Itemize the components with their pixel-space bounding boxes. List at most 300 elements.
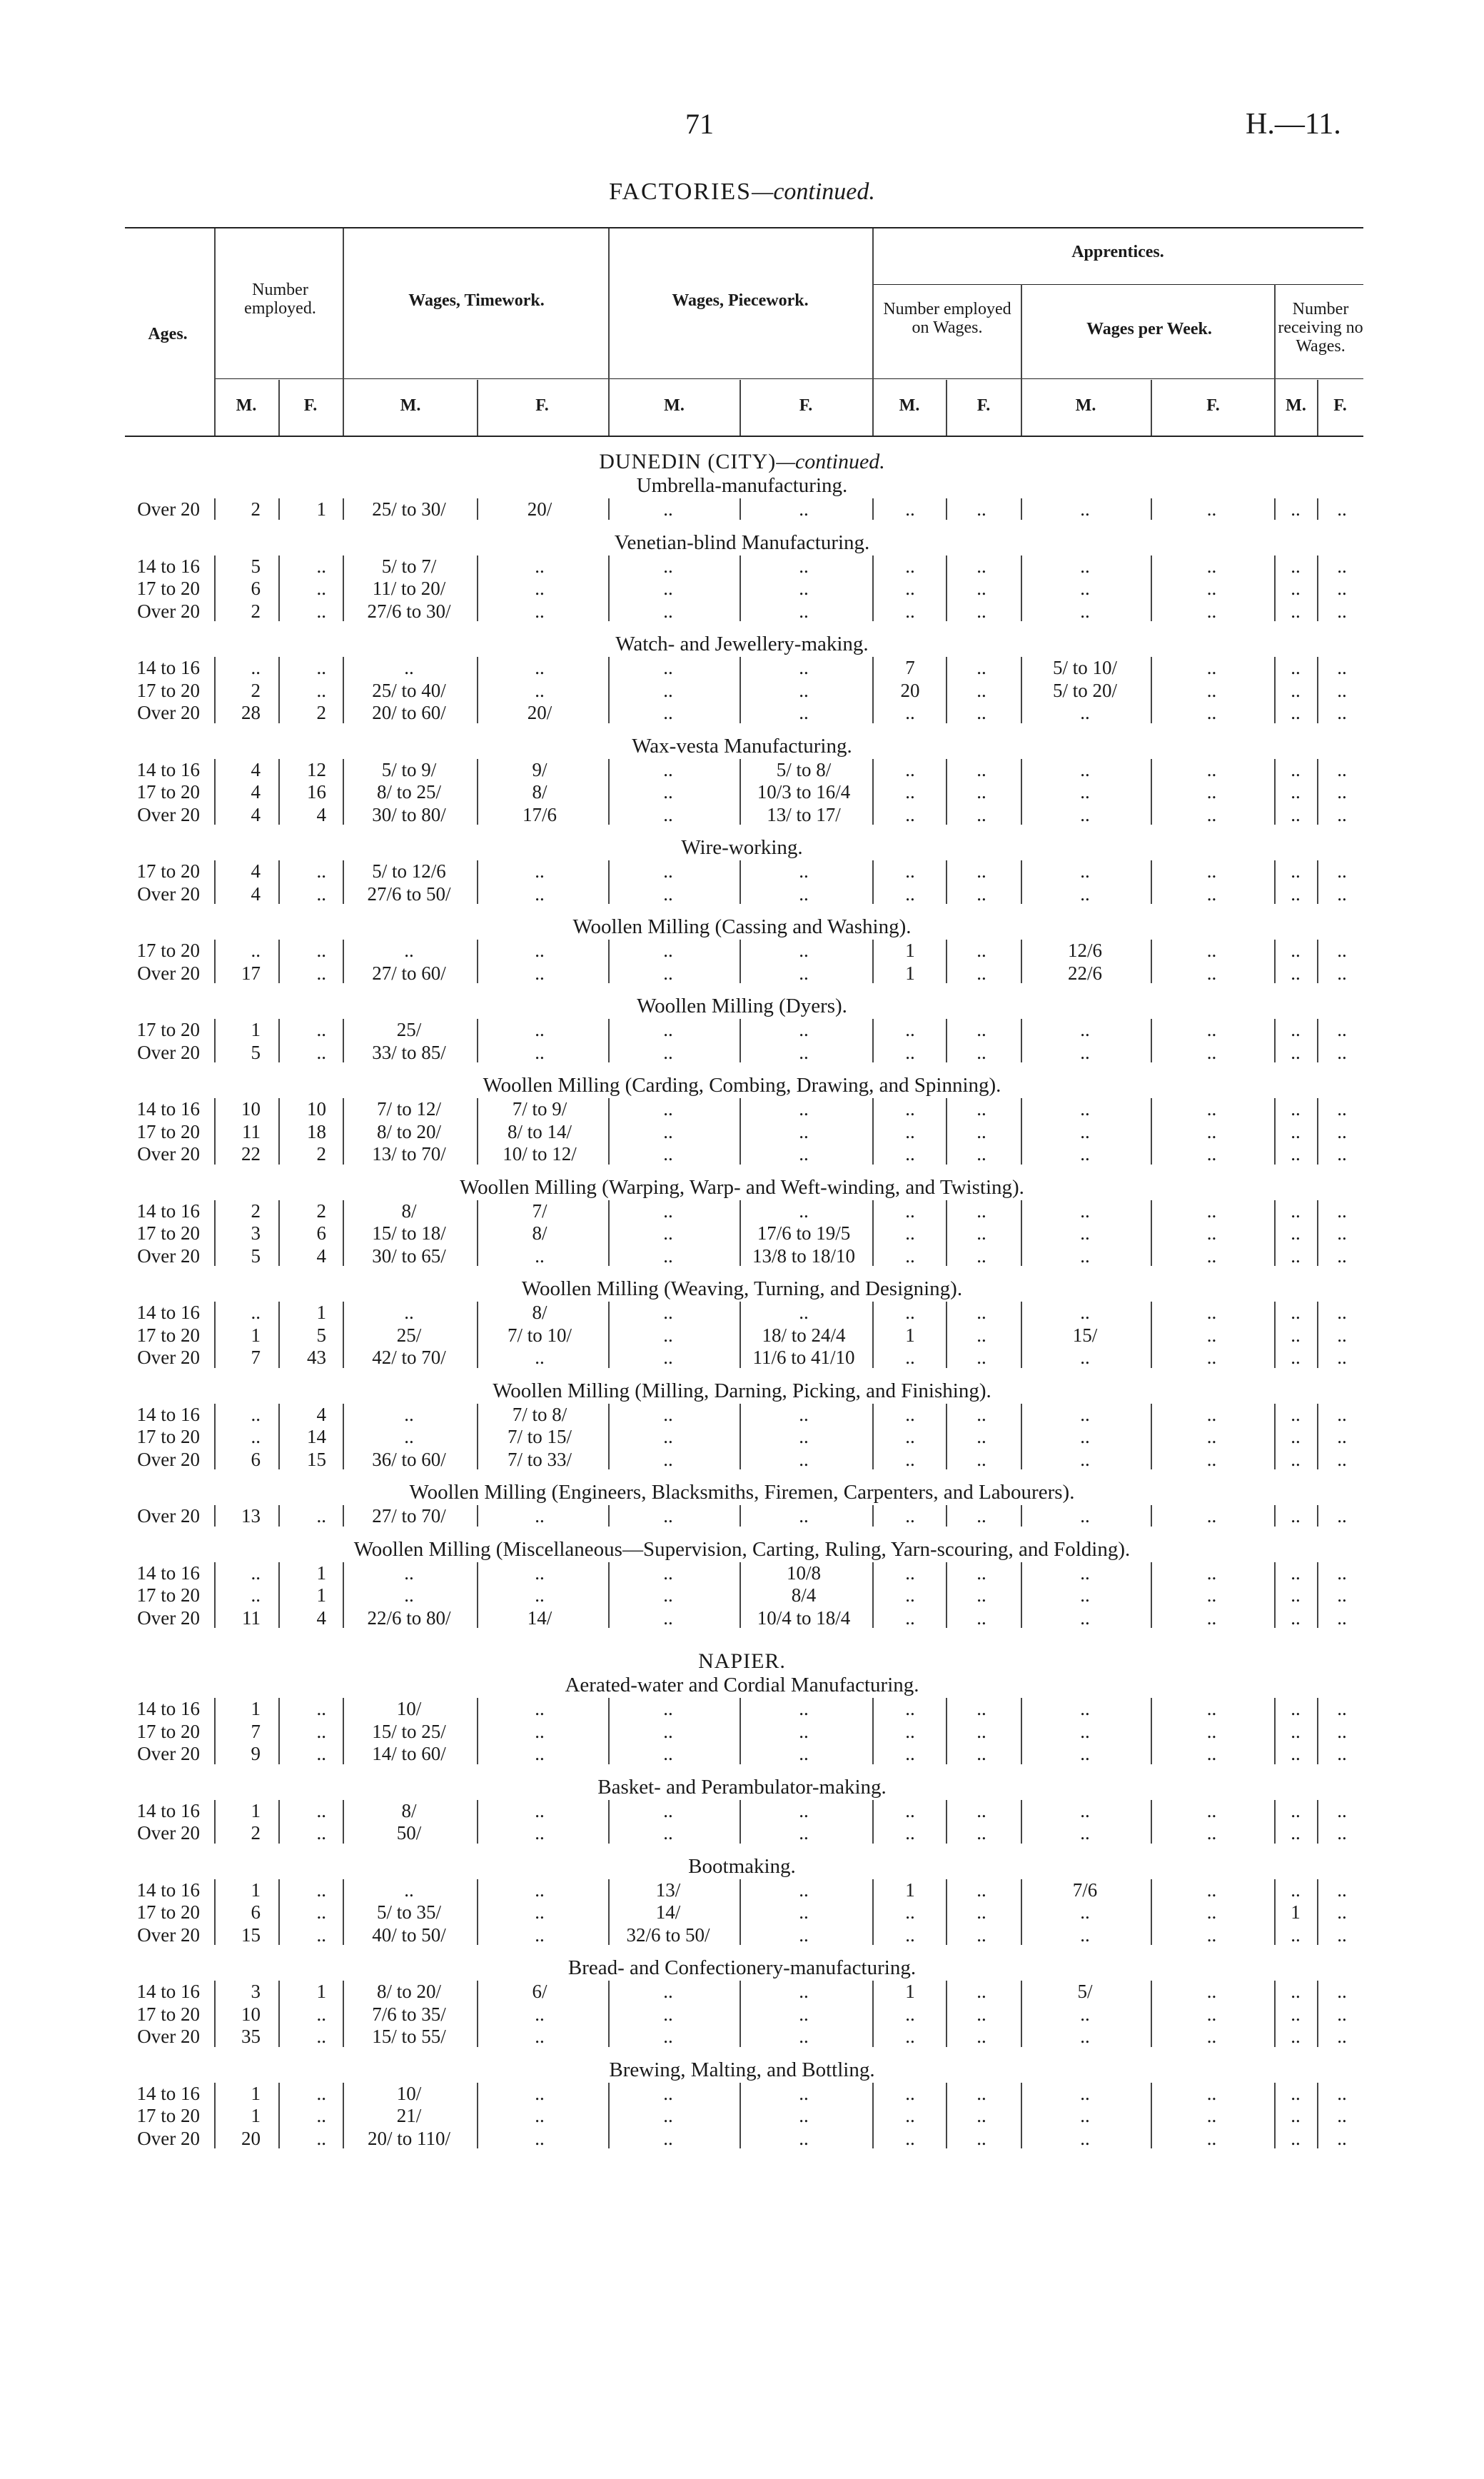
cell-timework-m: 5/ to 12/6 [372,860,446,882]
column-rule [1317,1019,1318,1062]
column-rule [872,1404,874,1470]
cell-piecework-m: .. [663,1584,673,1606]
cell-employed-f: .. [316,1698,326,1719]
cell-piecework-f: .. [799,1505,809,1527]
column-rule [1151,1698,1152,1764]
column-rule [278,498,280,520]
column-rule [608,1879,610,1946]
column-rule [477,1800,478,1844]
column-rule [1151,1404,1152,1470]
cell-app-nowage-m: .. [1291,1098,1301,1120]
cell-app-nowage-m: .. [1291,883,1301,905]
cell-app-nowage-f: .. [1337,1448,1347,1470]
cell-timework-f: .. [535,940,545,961]
cell-app-nowage-m: .. [1291,1347,1301,1368]
cell-timework-f: .. [535,679,545,701]
column-rule [740,1019,741,1062]
cell-employed-m: 2 [251,498,261,520]
column-rule [1274,1404,1276,1470]
cell-piecework-m: .. [663,702,673,723]
column-rule [608,759,610,825]
cell-timework-m: 27/6 to 50/ [367,883,451,905]
cell-app-nowage-m: .. [1291,1822,1301,1844]
cell-timework-f: .. [535,1041,545,1063]
cell-app-employed-m: .. [905,1120,915,1142]
cell-app-employed-f: .. [976,1098,986,1120]
column-rule [608,1562,610,1629]
column-rule [1151,1981,1152,2047]
cell-app-wages-f: .. [1206,1981,1217,2002]
cell-piecework-m: .. [663,555,673,577]
column-rule [1021,860,1022,904]
cell-piecework-m: .. [663,1448,673,1470]
cell-app-employed-f: .. [976,1200,986,1222]
cell-piecework-m: .. [663,1302,673,1323]
cell-app-wages-f: .. [1206,1244,1217,1267]
report-code: H.—11. [1246,108,1341,141]
cell-timework-m: .. [404,1302,414,1323]
cell-piecework-m: .. [663,758,673,780]
cell-app-employed-m: 1 [905,940,915,961]
cell-piecework-f: .. [799,1924,809,1946]
table-row [0,576,1484,600]
cell-employed-m: 28 [241,702,261,723]
cell-age: Over 20 [137,1924,200,1946]
cell-piecework-m: .. [663,1426,673,1447]
cell-piecework-m: .. [663,2026,673,2047]
cell-app-nowage-f: .. [1337,1505,1347,1527]
cell-app-nowage-f: .. [1337,781,1347,803]
cell-employed-f: .. [316,1505,326,1527]
cell-employed-f: .. [316,2003,326,2025]
column-rule [1151,555,1152,622]
cell-timework-f: 8/ [532,781,547,803]
cell-piecework-f: .. [799,600,809,622]
cell-app-wages-m: .. [1080,860,1090,882]
cell-app-employed-f: .. [976,1505,986,1527]
cell-piecework-m: .. [663,1981,673,2002]
column-rule [343,1505,344,1527]
column-rule [343,1098,344,1165]
cell-employed-m: 11 [242,1606,261,1629]
column-rule [1274,1879,1276,1946]
cell-app-wages-m: .. [1080,1799,1090,1821]
column-rule [477,1098,478,1165]
header-number-employed: Number employed. [244,281,316,318]
cell-app-wages-f: .. [1206,1606,1217,1629]
cell-piecework-m: .. [663,1222,673,1244]
cell-app-employed-f: .. [976,679,986,701]
header-f: F. [976,396,991,415]
cell-employed-m: .. [251,1302,261,1323]
table-row [0,1606,1484,1630]
column-rule [1274,1981,1276,2047]
column-rule [214,1698,216,1764]
cell-piecework-f: .. [799,657,809,678]
column-rule [740,1562,741,1629]
cell-app-employed-m: .. [905,1426,915,1447]
cell-timework-m: 15/ to 18/ [372,1222,446,1244]
cell-age: 17 to 20 [136,1120,200,1142]
cell-piecework-f: .. [799,702,809,723]
cell-piecework-m: .. [663,1743,673,1764]
cell-employed-f: .. [316,1924,326,1946]
cell-timework-m: 13/ to 70/ [372,1143,446,1165]
industry-heading: Woollen Milling (Warping, Warp- and Weft-winding, and Twisting). [460,1175,1024,1199]
cell-app-employed-f: .. [976,2105,986,2126]
cell-employed-f: .. [316,1879,326,1901]
column-rule [477,498,478,520]
column-rule [608,657,610,723]
column-rule [946,1800,947,1844]
cell-app-nowage-f: .. [1337,1606,1347,1629]
cell-app-nowage-m: .. [1291,555,1301,577]
cell-app-wages-f: .. [1206,679,1217,701]
cell-employed-m: 20 [241,2127,261,2149]
column-rule [1151,1562,1152,1629]
cell-timework-f: .. [535,1720,545,1742]
cell-app-employed-m: 1 [905,1981,915,2002]
cell-app-wages-m: .. [1080,1347,1090,1368]
cell-app-wages-m: .. [1080,1143,1090,1165]
cell-app-employed-m: .. [905,758,915,780]
column-rule [214,860,216,904]
cell-app-nowage-m: .. [1291,1743,1301,1764]
cell-timework-m: 10/ [396,1698,422,1719]
cell-app-employed-f: .. [976,1244,986,1267]
cell-app-wages-m: 7/6 [1072,1879,1098,1901]
cell-age: 17 to 20 [136,860,200,882]
cell-app-wages-f: .. [1206,1347,1217,1368]
cell-app-wages-m: .. [1080,555,1090,577]
cell-employed-m: .. [251,1403,261,1425]
column-rule [946,498,947,520]
cell-piecework-f: .. [799,1743,809,1764]
column-rule [1151,498,1152,520]
cell-piecework-m: .. [663,1562,673,1584]
cell-app-employed-m: .. [905,1244,915,1267]
table-row [0,1561,1484,1585]
cell-age: 14 to 16 [136,1562,200,1584]
column-rule [608,2083,610,2149]
cell-employed-f: .. [316,555,326,577]
column-rule [872,940,874,983]
cell-timework-m: 25/ [396,1019,422,1040]
cell-app-nowage-f: .. [1337,1302,1347,1323]
cell-age: 17 to 20 [136,1720,200,1742]
column-rule [872,1698,874,1764]
column-rule [214,1404,216,1470]
cell-app-employed-f: .. [976,1562,986,1584]
cell-app-employed-m: 1 [905,962,915,984]
column-rule [343,940,344,983]
cell-app-employed-m: .. [905,1019,915,1040]
cell-app-employed-f: .. [976,1403,986,1425]
cell-app-wages-f: .. [1206,1505,1217,1527]
cell-app-wages-f: .. [1206,1324,1217,1346]
cell-employed-m: .. [251,1562,261,1584]
cell-app-employed-m: 7 [905,657,915,678]
industry-heading: Wire-working. [681,836,803,859]
column-rule [608,498,610,520]
cell-employed-m: 5 [251,1244,261,1267]
cell-app-wages-f: .. [1206,1041,1217,1063]
cell-piecework-m: .. [663,657,673,678]
column-rule [278,1800,280,1844]
cell-employed-f: 12 [307,758,326,780]
cell-age: Over 20 [137,1822,200,1844]
column-rule [214,1505,216,1527]
cell-app-employed-m: 1 [905,1324,915,1346]
cell-app-employed-f: .. [976,883,986,905]
cell-app-employed-f: .. [976,1720,986,1742]
cell-app-employed-m: .. [905,1698,915,1719]
column-rule [1151,860,1152,904]
column-rule [1317,1302,1318,1368]
cell-timework-m: 7/6 to 35/ [372,2003,446,2025]
column-rule [740,1302,741,1368]
cell-employed-m: 4 [251,883,261,905]
cell-employed-m: .. [251,940,261,961]
cell-app-employed-m: 20 [900,679,920,701]
cell-timework-m: 25/ to 40/ [372,679,446,701]
column-rule [608,1302,610,1368]
column-rule [1151,1019,1152,1062]
cell-app-wages-f: .. [1206,1448,1217,1470]
column-rule [477,1981,478,2047]
column-rule [214,1200,216,1267]
cell-timework-f: 7/ to 33/ [507,1448,572,1470]
cell-age: 17 to 20 [136,2105,200,2126]
cell-app-employed-f: .. [976,1879,986,1901]
cell-employed-m: 4 [251,781,261,803]
cell-employed-m: 1 [251,1879,261,1901]
cell-app-nowage-m: .. [1291,679,1301,701]
cell-employed-m: .. [251,657,261,678]
cell-app-employed-f: .. [976,578,986,599]
cell-app-employed-f: .. [976,1981,986,2002]
cell-app-nowage-m: .. [1291,498,1301,520]
cell-app-nowage-f: .. [1337,2105,1347,2126]
cell-age: 17 to 20 [136,679,200,701]
cell-timework-m: 8/ [401,1200,417,1222]
table-row [0,655,1484,680]
column-rule [1021,940,1022,983]
cell-app-nowage-m: .. [1291,600,1301,622]
cell-employed-f: .. [316,578,326,599]
cell-age: Over 20 [137,2026,200,2047]
cell-employed-m: .. [251,1584,261,1606]
cell-piecework-m: .. [663,1403,673,1425]
column-rule [740,657,741,723]
cell-app-wages-f: .. [1206,1120,1217,1142]
column-rule [740,1505,741,1527]
column-rule [740,1200,741,1267]
cell-app-wages-f: .. [1206,860,1217,882]
cell-timework-m: 11/ to 20/ [372,578,446,599]
table-row [0,554,1484,578]
cell-timework-f: 8/ to 14/ [507,1120,572,1142]
table-row [0,1979,1484,2003]
cell-employed-m: 35 [241,2026,261,2047]
cell-app-wages-m: .. [1080,1041,1090,1063]
cell-employed-m: 4 [251,860,261,882]
industry-heading: Woollen Milling (Milling, Darning, Picking, and Finishing). [493,1379,991,1402]
column-rule [740,2083,741,2149]
cell-app-wages-f: .. [1206,758,1217,780]
cell-app-nowage-f: .. [1337,940,1347,961]
cell-app-wages-m: 12/6 [1067,940,1102,961]
cell-app-nowage-m: .. [1291,2003,1301,2025]
header-m: M. [899,396,920,415]
industry-heading: Brewing, Malting, and Bottling. [609,2058,875,2081]
column-rule [1021,1562,1022,1629]
cell-app-wages-m: .. [1080,498,1090,520]
cell-employed-m: 2 [251,1200,261,1222]
cell-app-wages-f: .. [1206,702,1217,723]
cell-employed-f: 10 [307,1098,326,1120]
cell-age: 14 to 16 [136,1302,200,1323]
cell-employed-m: .. [251,1426,261,1447]
cell-app-wages-m: .. [1080,1448,1090,1470]
cell-timework-m: .. [404,1426,414,1447]
cell-timework-f: 17/6 [522,803,557,825]
column-rule [1274,2083,1276,2149]
cell-employed-f: 1 [316,1562,326,1584]
column-rule [1317,1404,1318,1470]
column-rule [740,860,741,904]
cell-app-nowage-m: .. [1291,1302,1301,1323]
column-rule [343,1562,344,1629]
column-rule [608,555,610,622]
cell-app-employed-m: .. [905,803,915,825]
cell-app-nowage-f: .. [1337,1426,1347,1447]
column-rule [740,1404,741,1470]
cell-app-employed-f: .. [976,1924,986,1946]
cell-app-wages-f: .. [1206,555,1217,577]
industry-heading: Woollen Milling (Weaving, Turning, and Designing). [521,1277,963,1300]
column-rule [278,1562,280,1629]
cell-app-employed-m: .. [905,1041,915,1063]
cell-employed-f: 2 [316,1200,326,1222]
column-rule [278,1505,280,1527]
column-rule [740,759,741,825]
industry-heading: Venetian-blind Manufacturing. [614,531,870,554]
cell-app-employed-m: .. [905,1901,915,1923]
column-rule [608,940,610,983]
cell-timework-f: 8/ [532,1302,547,1323]
cell-app-wages-f: .. [1206,1143,1217,1165]
cell-timework-f: 9/ [532,758,547,780]
column-rule [343,1302,344,1368]
cell-timework-f: 20/ [527,498,552,520]
column-rule [343,1698,344,1764]
cell-app-nowage-m: .. [1291,1981,1301,2002]
cell-timework-m: 27/ to 70/ [372,1505,446,1527]
cell-app-wages-m: .. [1080,1822,1090,1844]
cell-timework-m: 15/ to 55/ [372,2026,446,2047]
cell-age: Over 20 [137,803,200,825]
cell-timework-f: 7/ to 10/ [507,1324,572,1346]
industry-heading: Basket- and Perambulator-making. [597,1775,887,1799]
title-continued: —continued. [752,178,875,205]
column-rule [1151,1200,1152,1267]
cell-piecework-f: .. [799,1981,809,2002]
cell-app-wages-f: .. [1206,1743,1217,1764]
cell-app-employed-m: .. [905,781,915,803]
cell-app-employed-m: .. [905,1606,915,1629]
column-rule [740,555,741,622]
column-rule [946,1981,947,2047]
column-rule [1274,555,1276,622]
cell-age: 14 to 16 [136,2082,200,2104]
header-app-employed: Number employed on Wages. [883,300,1011,337]
cell-app-employed-f: .. [976,1120,986,1142]
cell-app-employed-m: .. [905,1924,915,1946]
cell-timework-f: 14/ [527,1606,552,1629]
cell-age: 14 to 16 [136,555,200,577]
table-row [0,1504,1484,1528]
cell-app-nowage-m: .. [1291,1120,1301,1142]
cell-piecework-m: 14/ [655,1901,681,1923]
column-rule [214,555,216,622]
cell-timework-m: 7/ to 12/ [376,1098,441,1120]
cell-piecework-f: .. [799,883,809,905]
cell-app-wages-f: .. [1206,1720,1217,1742]
cell-app-employed-m: .. [905,2105,915,2126]
cell-age: Over 20 [137,498,200,520]
cell-app-wages-f: .. [1206,1098,1217,1120]
cell-app-nowage-f: .. [1337,702,1347,723]
column-rule [477,940,478,983]
industry-heading: Bread- and Confectionery-manufacturing. [567,1956,917,1979]
column-rule [1021,1879,1022,1946]
cell-app-employed-m: .. [905,1799,915,1821]
cell-app-nowage-f: .. [1337,578,1347,599]
cell-app-employed-f: .. [976,1222,986,1244]
column-rule [1151,1879,1152,1946]
cell-timework-f: .. [535,1901,545,1923]
cell-app-wages-f: .. [1206,781,1217,803]
column-rule [608,1505,610,1527]
column-rule [278,657,280,723]
cell-piecework-m: 32/6 to 50/ [626,1924,710,1946]
cell-employed-f: .. [316,1901,326,1923]
column-rule [872,1800,874,1844]
column-rule [1021,1098,1022,1165]
cell-piecework-f: .. [799,1403,809,1425]
column-rule [477,1019,478,1062]
column-rule [872,1200,874,1267]
cell-piecework-m: .. [663,2105,673,2126]
cell-piecework-f: .. [799,860,809,882]
column-rule [1317,1698,1318,1764]
cell-employed-f: .. [316,2127,326,2149]
cell-employed-f: 2 [316,1143,326,1165]
cell-timework-f: .. [535,1562,545,1584]
cell-app-wages-m: .. [1080,2003,1090,2025]
cell-app-nowage-m: .. [1291,1426,1301,1447]
cell-employed-m: 9 [251,1743,261,1764]
cell-employed-f: 1 [316,1584,326,1606]
cell-timework-f: .. [535,1019,545,1040]
cell-app-wages-m: .. [1080,1743,1090,1764]
cell-app-employed-m: .. [905,1562,915,1584]
cell-piecework-f: .. [799,2003,809,2025]
cell-app-employed-f: .. [976,1822,986,1844]
cell-employed-m: 6 [251,1448,261,1470]
table-row [0,700,1484,725]
